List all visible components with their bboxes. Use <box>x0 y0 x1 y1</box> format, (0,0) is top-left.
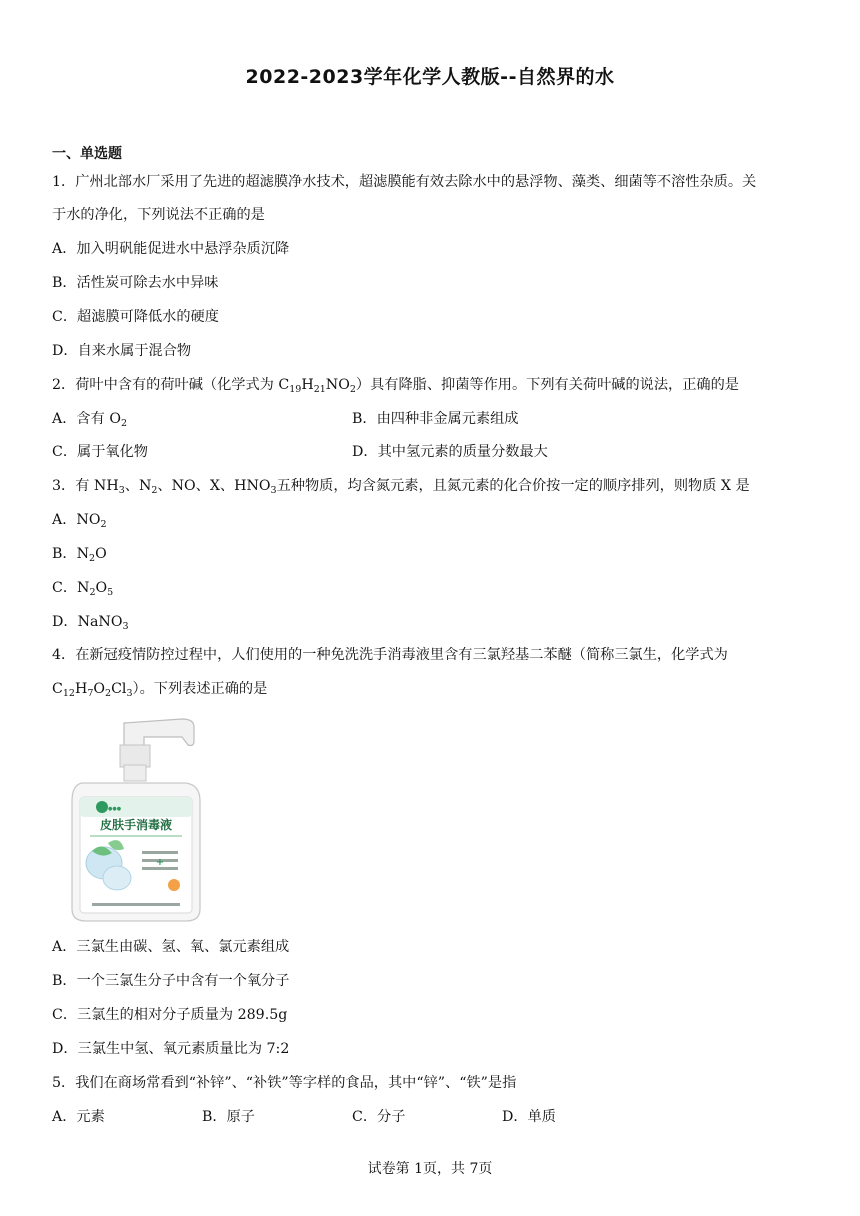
q2-stem: 2．荷叶中含有的荷叶碱（化学式为 $C_{19}H_{21}NO_2$）具有降脂、抑菌等作用。下列有关荷叶碱的说法，正确的是 <box>52 377 739 395</box>
sanitizer-bottle-image <box>62 713 212 925</box>
q1-stem-line1: 1．广州北部水厂采用了先进的超滤膜净水技术，超滤膜能有效去除水中的悬浮物、藻类、细菌等不溶性杂质。关 <box>52 174 757 190</box>
svg-text:+: + <box>155 857 165 868</box>
section-heading: 一、单选题 <box>52 146 122 162</box>
q3-option-c: C．$N_2O_5$ <box>52 580 114 598</box>
q2-option-a: A．含有 $O_2$ <box>52 411 127 429</box>
q4-option-d: D．三氯生中氢、氧元素质量比为 7:2 <box>52 1041 290 1057</box>
q5-option-d: D．单质 <box>502 1109 556 1125</box>
page-title: 2022-2023学年化学人教版--自然界的水 <box>245 66 615 88</box>
q5-option-c: C．分子 <box>352 1109 406 1125</box>
q3-option-a: A．$NO_2$ <box>52 512 107 530</box>
q4-option-c: C．三氯生的相对分子质量为 289.5g <box>52 1007 288 1023</box>
q1-option-c: C．超滤膜可降低水的硬度 <box>52 309 219 325</box>
q2-option-c: C．属于氧化物 <box>52 444 148 460</box>
q4-option-a: A．三氯生由碳、氢、氧、氯元素组成 <box>52 939 290 955</box>
q3-option-b: B．$N_2O$ <box>52 546 107 564</box>
q4-stem-line1: 4．在新冠疫情防控过程中，人们使用的一种免洗洗手消毒液里含有三氯羟基二苯醚（简称三氯生，化学式为 <box>52 647 728 663</box>
q2-option-d: D．其中氢元素的质量分数最大 <box>352 444 548 460</box>
q1-option-b: B．活性炭可除去水中异味 <box>52 275 219 291</box>
q4-option-b: B．一个三氯生分子中含有一个氧分子 <box>52 973 290 989</box>
q3-option-d: D．NaNO$_3$ <box>52 614 129 632</box>
q1-stem-line2: 于水的净化，下列说法不正确的是 <box>52 207 265 223</box>
page-footer: 试卷第 1页，共 7页 <box>367 1161 493 1177</box>
svg-text:●●●: ●●● <box>108 806 122 812</box>
q1-option-d: D．自来水属于混合物 <box>52 343 192 359</box>
q2-option-b: B．由四种非金属元素组成 <box>352 411 519 427</box>
q5-option-b: B．原子 <box>202 1109 255 1125</box>
q3-stem: 3．有 $NH_3$、$N_2$、NO、X、$HNO_3$五种物质，均含氮元素，且氮元素的化合价按一定的顺序排列，则物质 X 是 <box>52 478 750 496</box>
q5-option-a: A．元素 <box>52 1109 105 1125</box>
bottle-label-text: 皮肤手消毒液 <box>99 818 173 832</box>
q5-stem: 5．我们在商场常看到“补锌”、“补铁”等字样的食品，其中“锌”、“铁”是指 <box>52 1075 517 1091</box>
q4-stem-line2: $C_{12}H_7O_2Cl_3$）。下列表述正确的是 <box>52 681 268 699</box>
q1-option-a: A．加入明矾能促进水中悬浮杂质沉降 <box>52 241 290 257</box>
